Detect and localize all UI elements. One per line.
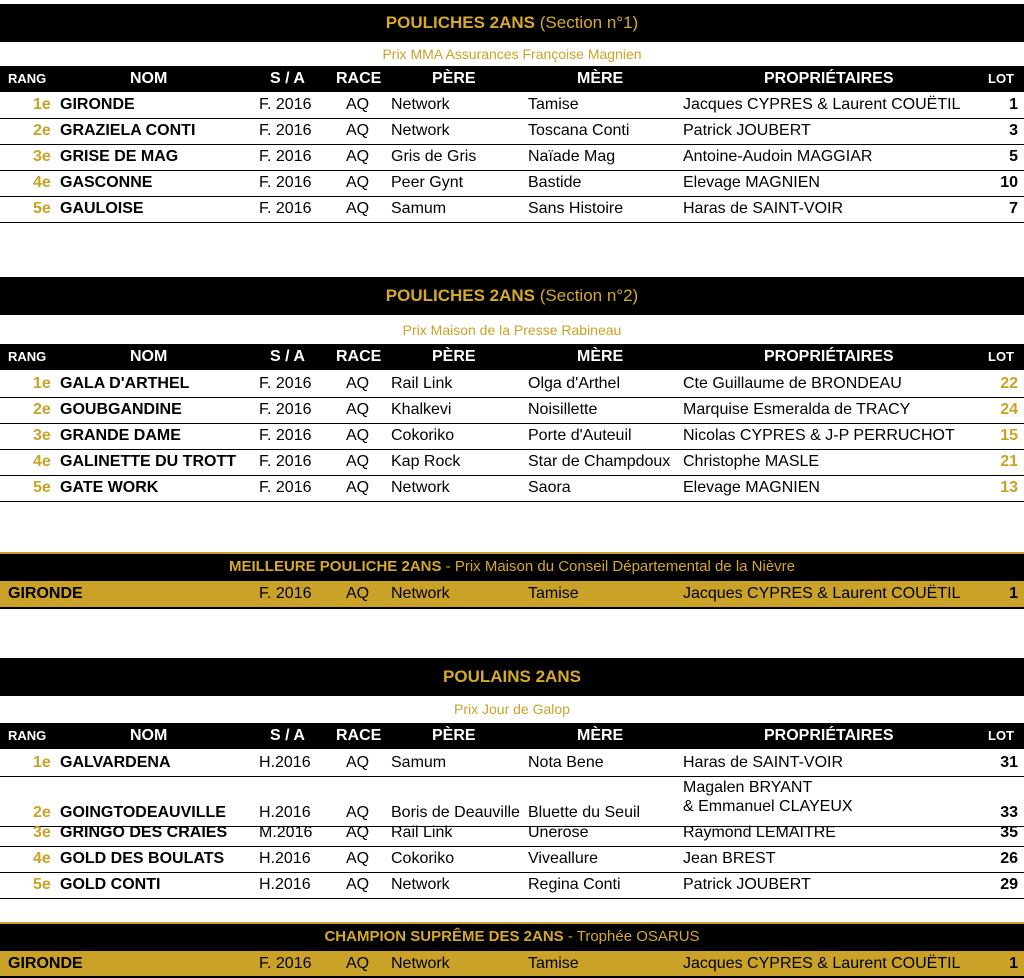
lot: 33: [1000, 804, 1018, 821]
sire: Kap Rock: [391, 453, 461, 470]
table-row: [0, 475, 1024, 502]
table-row: [0, 846, 1024, 873]
champion-row: [0, 950, 1024, 978]
horse-name: GIRONDE: [8, 585, 83, 602]
rank: 2e: [33, 804, 51, 821]
sire: Rail Link: [391, 824, 453, 841]
race: AQ: [346, 824, 370, 841]
race: AQ: [346, 453, 370, 470]
horse-name: GOINGTODEAUVILLE: [60, 804, 226, 821]
rank: 2e: [33, 401, 51, 418]
lot: 21: [1000, 453, 1018, 470]
dam: Saora: [528, 479, 571, 496]
owners: Cte Guillaume de BRONDEAU: [683, 375, 902, 392]
sire: Khalkevi: [391, 401, 452, 418]
sex-age: H.2016: [259, 850, 311, 867]
horse-name: GRANDE DAME: [60, 427, 181, 444]
rank: 5e: [33, 479, 51, 496]
sire: Boris de Deauville: [391, 804, 520, 821]
horse-name: GALINETTE DU TROTT: [60, 453, 236, 470]
table-row: [0, 449, 1024, 476]
header-pere: PÈRE: [432, 70, 476, 87]
lot: 1: [1009, 585, 1018, 602]
owners: Patrick JOUBERT: [683, 122, 811, 139]
sex-age: F. 2016: [259, 122, 312, 139]
table-row: [0, 92, 1024, 119]
owners-line-2: & Emmanuel CLAYEUX: [683, 798, 853, 815]
sex-age: F. 2016: [259, 955, 312, 972]
header-nom: NOM: [130, 727, 168, 744]
best-filly-title: MEILLEURE POULICHE 2ANS - Prix Maison du Conseil Départemental de la Nièvre: [0, 552, 1024, 580]
table-row: [0, 118, 1024, 145]
dam: Sans Histoire: [528, 200, 624, 217]
sire: Samum: [391, 200, 447, 217]
dam: Tamise: [528, 955, 579, 972]
lot: 26: [1000, 850, 1018, 867]
sex-age: F. 2016: [259, 96, 312, 113]
lot: 1: [1009, 96, 1018, 113]
sire: Samum: [391, 754, 447, 771]
horse-name: GASCONNE: [60, 174, 153, 191]
sire: Network: [391, 876, 450, 893]
sex-age: H.2016: [259, 876, 311, 893]
owners: Magalen BRYANT: [683, 779, 813, 796]
owners: Jacques CYPRES & Laurent COUËTIL: [683, 96, 961, 113]
sire: Peer Gynt: [391, 174, 464, 191]
sex-age: F. 2016: [259, 174, 312, 191]
header-proprietaires: PROPRIÉTAIRES: [764, 348, 894, 365]
horse-name: GAULOISE: [60, 200, 144, 217]
owners: Haras de SAINT-VOIR: [683, 754, 844, 771]
table-row: [0, 872, 1024, 899]
rank: 5e: [33, 876, 51, 893]
race: AQ: [346, 401, 370, 418]
sex-age: F. 2016: [259, 453, 312, 470]
race: AQ: [346, 174, 370, 191]
header-mere: MÈRE: [577, 70, 624, 87]
horse-name: GALVARDENA: [60, 754, 171, 771]
race: AQ: [346, 427, 370, 444]
rank: 3e: [33, 427, 51, 444]
dam: Bastide: [528, 174, 582, 191]
horse-name: GOUBGANDINE: [60, 401, 182, 418]
owners: Christophe MASLE: [683, 453, 820, 470]
sex-age: F. 2016: [259, 585, 312, 602]
race: AQ: [346, 955, 370, 972]
section-1-header: [0, 66, 1024, 92]
table-row: [0, 750, 1024, 777]
header-rang: RANG: [8, 728, 47, 743]
sex-age: F. 2016: [259, 148, 312, 165]
dam: Porte d'Auteuil: [528, 427, 632, 444]
owners: Nicolas CYPRES & J-P PERRUCHOT: [683, 427, 955, 444]
owners: Jacques CYPRES & Laurent COUËTIL: [683, 585, 961, 602]
table-row: [0, 423, 1024, 450]
lot: 1: [1009, 955, 1018, 972]
sex-age: H.2016: [259, 804, 311, 821]
section-2-header: [0, 344, 1024, 370]
dam: Star de Champdoux: [528, 453, 671, 470]
section-3-title: POULAINS 2ANS: [0, 658, 1024, 696]
sex-age: M.2016: [259, 824, 313, 841]
header-sa: S / A: [270, 727, 305, 744]
section-3-prix: Prix Jour de Galop: [454, 701, 570, 717]
section-2-prix: Prix Maison de la Presse Rabineau: [402, 322, 622, 338]
table-row: [0, 397, 1024, 424]
header-lot: LOT: [988, 71, 1014, 86]
owners: Raymond LEMAITRE: [683, 824, 836, 841]
dam: Olga d'Arthel: [528, 375, 620, 392]
horse-name: GIRONDE: [60, 96, 135, 113]
sire: Rail Link: [391, 375, 453, 392]
header-nom: NOM: [130, 348, 168, 365]
dam: Naïade Mag: [528, 148, 616, 165]
owners: Antoine-Audoin MAGGIAR: [683, 148, 873, 165]
header-nom: NOM: [130, 70, 168, 87]
dam: Viveallure: [528, 850, 598, 867]
lot: 15: [1000, 427, 1018, 444]
owners: Haras de SAINT-VOIR: [683, 200, 844, 217]
race: AQ: [346, 585, 370, 602]
owners: Jacques CYPRES & Laurent COUËTIL: [683, 955, 961, 972]
sex-age: F. 2016: [259, 401, 312, 418]
owners: Patrick JOUBERT: [683, 876, 811, 893]
race: AQ: [346, 850, 370, 867]
rank: 3e: [33, 148, 51, 165]
header-lot: LOT: [988, 349, 1014, 364]
header-rang: RANG: [8, 349, 47, 364]
header-proprietaires: PROPRIÉTAIRES: [764, 727, 894, 744]
rank: 2e: [33, 122, 51, 139]
sex-age: F. 2016: [259, 479, 312, 496]
table-row: [0, 144, 1024, 171]
sex-age: H.2016: [259, 754, 311, 771]
rank: 1e: [33, 754, 51, 771]
lot: 5: [1009, 148, 1018, 165]
table-row: [0, 371, 1024, 398]
owners: Jean BREST: [683, 850, 776, 867]
section-3-header: [0, 723, 1024, 749]
table-row: [0, 820, 1024, 847]
lot: 31: [1000, 754, 1018, 771]
section-2-title: POULICHES 2ANS (Section n°2): [0, 277, 1024, 315]
dam: Unerose: [528, 824, 589, 841]
race: AQ: [346, 375, 370, 392]
horse-name: GIRONDE: [8, 955, 83, 972]
dam: Regina Conti: [528, 876, 621, 893]
header-sa: S / A: [270, 348, 305, 365]
race: AQ: [346, 96, 370, 113]
header-mere: MÈRE: [577, 348, 624, 365]
lot: 22: [1000, 375, 1018, 392]
header-rang: RANG: [8, 71, 47, 86]
horse-name: GOLD DES BOULATS: [60, 850, 225, 867]
race: AQ: [346, 479, 370, 496]
header-pere: PÈRE: [432, 348, 476, 365]
race: AQ: [346, 200, 370, 217]
horse-name: GATE WORK: [60, 479, 159, 496]
lot: 24: [1000, 401, 1018, 418]
race: AQ: [346, 754, 370, 771]
horse-name: GRISE DE MAG: [60, 148, 179, 165]
header-sa: S / A: [270, 70, 305, 87]
lot: 10: [1000, 174, 1018, 191]
sire: Network: [391, 122, 450, 139]
sire: Cokoriko: [391, 427, 455, 444]
rank: 4e: [33, 453, 51, 470]
table-row: [0, 196, 1024, 223]
dam: Tamise: [528, 585, 579, 602]
header-lot: LOT: [988, 728, 1014, 743]
rank: 5e: [33, 200, 51, 217]
dam: Nota Bene: [528, 754, 604, 771]
dam: Bluette du Seuil: [528, 804, 641, 821]
sire: Cokoriko: [391, 850, 455, 867]
sex-age: F. 2016: [259, 375, 312, 392]
dam: Toscana Conti: [528, 122, 630, 139]
horse-name: GRAZIELA CONTI: [60, 122, 196, 139]
lot: 3: [1009, 122, 1018, 139]
rank: 3e: [33, 824, 51, 841]
sire: Network: [391, 955, 450, 972]
header-race: RACE: [336, 70, 382, 87]
sex-age: F. 2016: [259, 427, 312, 444]
dam: Tamise: [528, 96, 579, 113]
sire: Network: [391, 96, 450, 113]
header-mere: MÈRE: [577, 727, 624, 744]
owners: Marquise Esmeralda de TRACY: [683, 401, 911, 418]
best-filly-row: [0, 580, 1024, 609]
owners: Elevage MAGNIEN: [683, 174, 820, 191]
sex-age: F. 2016: [259, 200, 312, 217]
race: AQ: [346, 804, 370, 821]
section-1-title: POULICHES 2ANS (Section n°1): [0, 4, 1024, 42]
horse-name: GALA D'ARTHEL: [60, 375, 190, 392]
rank: 1e: [33, 375, 51, 392]
race: AQ: [346, 122, 370, 139]
horse-name: GOLD CONTI: [60, 876, 161, 893]
rank: 1e: [33, 96, 51, 113]
dam: Noisillette: [528, 401, 598, 418]
header-pere: PÈRE: [432, 727, 476, 744]
race: AQ: [346, 876, 370, 893]
lot: 7: [1009, 200, 1018, 217]
table-row: [0, 170, 1024, 197]
sire: Gris de Gris: [391, 148, 477, 165]
sire: Network: [391, 479, 450, 496]
lot: 29: [1000, 876, 1018, 893]
header-race: RACE: [336, 727, 382, 744]
champion-title: CHAMPION SUPRÊME DES 2ANS - Trophée OSARUS: [0, 922, 1024, 950]
sire: Network: [391, 585, 450, 602]
section-1-prix: Prix MMA Assurances Françoise Magnien: [382, 46, 642, 62]
rank: 4e: [33, 850, 51, 867]
lot: 35: [1000, 824, 1018, 841]
horse-name: GRINGO DES CRAIES: [60, 824, 228, 841]
owners: Elevage MAGNIEN: [683, 479, 820, 496]
race: AQ: [346, 148, 370, 165]
header-race: RACE: [336, 348, 382, 365]
lot: 13: [1000, 479, 1018, 496]
rank: 4e: [33, 174, 51, 191]
header-proprietaires: PROPRIÉTAIRES: [764, 70, 894, 87]
